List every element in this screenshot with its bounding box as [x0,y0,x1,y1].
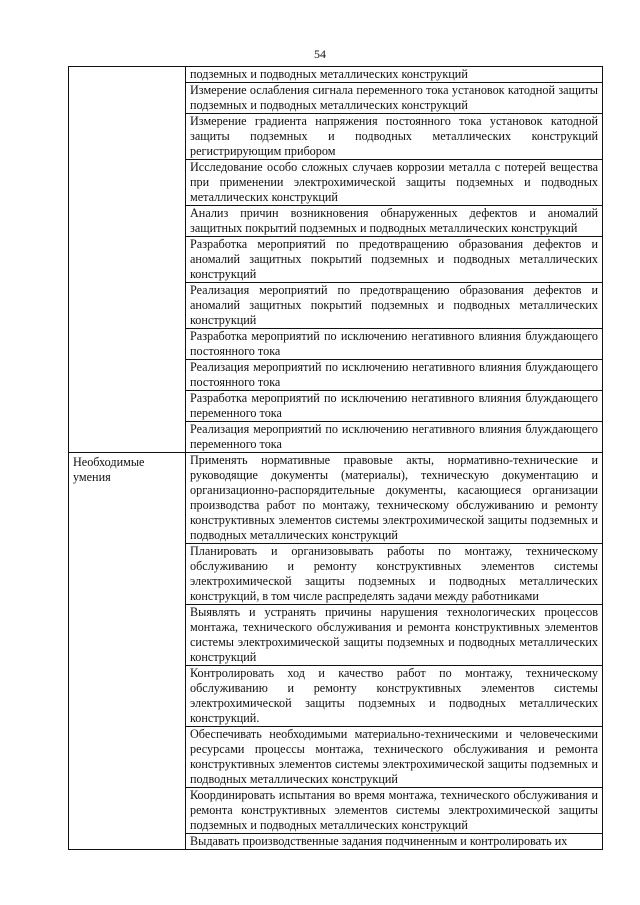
cell-text: Выдавать производственные задания подчиненным и контролировать их [190,834,568,848]
cell-text: Применять нормативные правовые акты, нормативно-технические и руководящие документы (материалы), техническую документацию и организационно-распорядительные документы, касающиеся организации производства работ по монтажу, техническому обслуживанию и ремонту конструктивных элементов системы электрохимической защиты подземных и подводных металлических конструкций [190,453,598,542]
table-cell [186,605,603,666]
section-label [73,67,181,69]
table-cell [186,727,603,788]
cell-text: Контролировать ход и качество работ по монтажу, техническому обслуживанию и ремонту конструктивных элементов системы электрохимической защиты подземных и подводных металлических конструкций. [190,666,598,725]
table-cell [186,329,603,360]
table-cell [186,834,603,850]
cell-text: Разработка мероприятий по исключению негативного влияния блуждающего постоянного тока [190,329,598,358]
table-cell [186,422,603,453]
table-cell [186,206,603,237]
cell-text: Реализация мероприятий по исключению негативного влияния блуждающего переменного тока [190,422,598,451]
requirements-table [68,66,603,850]
table-cell [186,160,603,206]
cell-text: подземных и подводных металлических конструкций [190,67,468,81]
table-cell [186,83,603,114]
table-cell [186,666,603,727]
table-cell [186,283,603,329]
section-label-cell [69,453,186,850]
cell-text: Разработка мероприятий по исключению негативного влияния блуждающего переменного тока [190,391,598,420]
cell-text: Реализация мероприятий по предотвращению образования дефектов и аномалий защитных покрытий подземных и подводных металлических конструкций [190,283,598,327]
cell-text: Обеспечивать необходимыми материально-техническими и человеческими ресурсами процессы монтажа, технического обслуживания и ремонта конструктивных элементов системы электрохимической защиты подземных и подводных металлических конструкций [190,727,598,786]
table-cell [186,114,603,160]
table-row [69,453,603,544]
table-cell [186,544,603,605]
cell-text: Разработка мероприятий по предотвращению образования дефектов и аномалий защитных покрытий подземных и подводных металлических конструкций [190,237,598,281]
cell-text: Исследование особо сложных случаев коррозии металла с потерей вещества при применении электрохимической защиты подземных и подводных металлических конструкций [190,160,598,204]
cell-text: Измерение ослабления сигнала переменного тока установок катодной защиты подземных и подводных металлических конструкций [190,83,598,112]
cell-text: Анализ причин возникновения обнаруженных дефектов и аномалий защитных покрытий подземных и подводных металлических конструкций [190,206,598,235]
table-cell [186,67,603,83]
cell-text: Выявлять и устранять причины нарушения технологических процессов монтажа, технического обслуживания и ремонта конструктивных элементов системы электрохимической защиты подземных и подводных металлических конструкций [190,605,598,664]
table-cell [186,788,603,834]
cell-text: Измерение градиента напряжения постоянного тока установок катодной защиты подземных и подводных металлических конструкций регистрирующим прибором [190,114,598,158]
cell-text: Реализация мероприятий по исключению негативного влияния блуждающего постоянного тока [190,360,598,389]
table-row [69,67,603,83]
section-label: Необходимые умения [73,455,145,484]
section-label-cell [69,67,186,453]
table-cell [186,391,603,422]
page-number: 54 [314,47,326,61]
cell-text: Планировать и организовывать работы по монтажу, техническому обслуживанию и ремонту конструктивных элементов системы электрохимической защиты подземных и подводных металлических конструкций, в том числе распределять задачи между работниками [190,544,598,603]
table-cell [186,237,603,283]
cell-text: Координировать испытания во время монтажа, технического обслуживания и ремонта конструктивных элементов системы электрохимической защиты подземных и подводных металлических конструкций [190,788,598,832]
table-cell [186,453,603,544]
table-cell [186,360,603,391]
table-body [69,67,603,850]
